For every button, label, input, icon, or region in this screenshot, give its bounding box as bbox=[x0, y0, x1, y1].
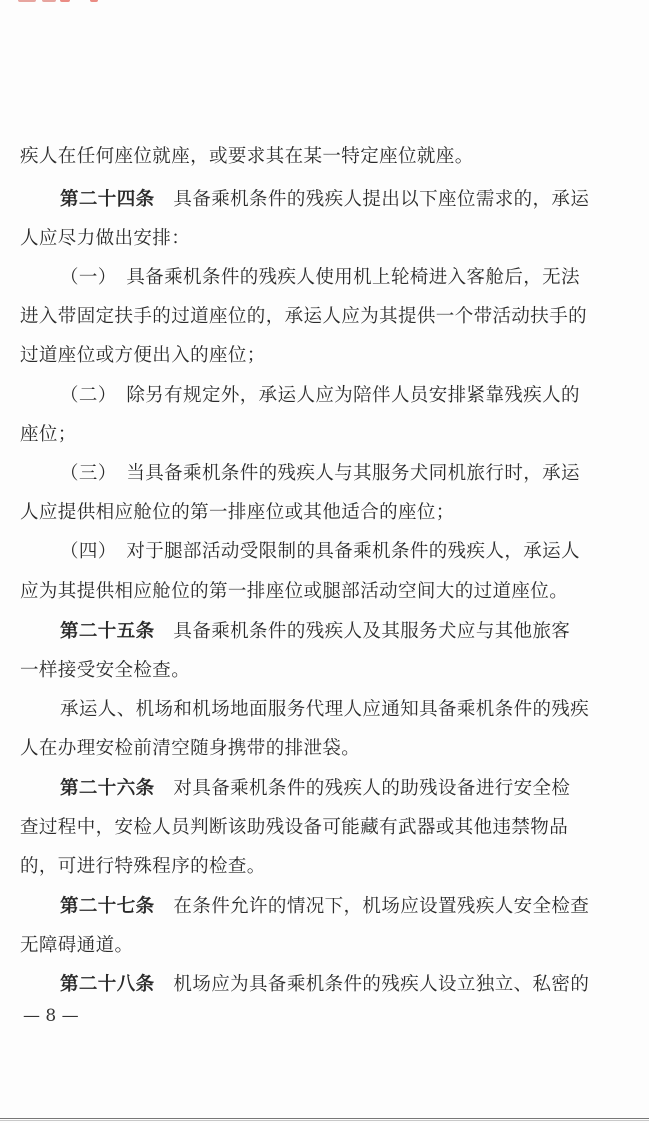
article-26-line: 第二十六条 对具备乘机条件的残疾人的助残设备进行安全检 bbox=[60, 778, 571, 799]
item-4-line: （四） 对于腿部活动受限制的具备乘机条件的残疾人，承运人 bbox=[60, 541, 580, 562]
bottom-edge-line-shadow bbox=[0, 1120, 649, 1121]
text-line: 座位； bbox=[20, 424, 77, 445]
item-2-line: （二） 除另有规定外，承运人应为陪伴人员安排紧靠残疾人的 bbox=[60, 385, 580, 406]
article-27-line: 第二十七条 在条件允许的情况下，机场应设置残疾人安全检查 bbox=[60, 896, 590, 917]
article-25-line: 第二十五条 具备乘机条件的残疾人及其服务犬应与其他旅客 bbox=[60, 621, 571, 642]
text-line: 查过程中，安检人员判断该助残设备可能藏有武器或其他违禁物品 bbox=[20, 817, 569, 838]
text-line: 人应提供相应舱位的第一排座位或其他适合的座位； bbox=[20, 502, 455, 523]
text-line: 无障碍通道。 bbox=[20, 935, 134, 956]
text-line: 应为其提供相应舱位的第一排座位或腿部活动空间大的过道座位。 bbox=[20, 581, 569, 602]
bottom-edge-line bbox=[0, 1118, 649, 1119]
text-line: 人在办理安检前清空随身携带的排泄袋。 bbox=[20, 738, 361, 759]
text-line: 的，可进行特殊程序的检查。 bbox=[20, 856, 266, 877]
article-24-heading: 第二十四条 bbox=[60, 189, 155, 210]
article-26-heading: 第二十六条 bbox=[60, 778, 155, 799]
text-line: 疾人在任何座位就座，或要求其在某一特定座位就座。 bbox=[20, 146, 474, 167]
article-25-heading: 第二十五条 bbox=[60, 621, 155, 642]
text-line: 一样接受安全检查。 bbox=[20, 660, 191, 681]
text-line: 过道座位或方便出入的座位； bbox=[20, 345, 266, 366]
article-28-line: 第二十八条 机场应为具备乘机条件的残疾人设立独立、私密的 bbox=[60, 974, 590, 995]
article-27-heading: 第二十七条 bbox=[60, 896, 155, 917]
text-line: 承运人、机场和机场地面服务代理人应通知具备乘机条件的残疾 bbox=[60, 699, 590, 720]
text-line: 人应尽力做出安排： bbox=[20, 228, 191, 249]
item-3-line: （三） 当具备乘机条件的残疾人与其服务犬同机旅行时，承运 bbox=[60, 463, 580, 484]
page-number: — 8 — bbox=[23, 1006, 79, 1026]
text-line: 进入带固定扶手的过道座位的，承运人应为其提供一个带活动扶手的 bbox=[20, 306, 588, 327]
top-edge-red-mark bbox=[0, 0, 120, 10]
item-1-line: （一） 具备乘机条件的残疾人使用机上轮椅进入客舱后，无法 bbox=[60, 267, 580, 288]
article-24-line: 第二十四条 具备乘机条件的残疾人提出以下座位需求的，承运 bbox=[60, 189, 590, 210]
article-28-heading: 第二十八条 bbox=[60, 974, 155, 995]
